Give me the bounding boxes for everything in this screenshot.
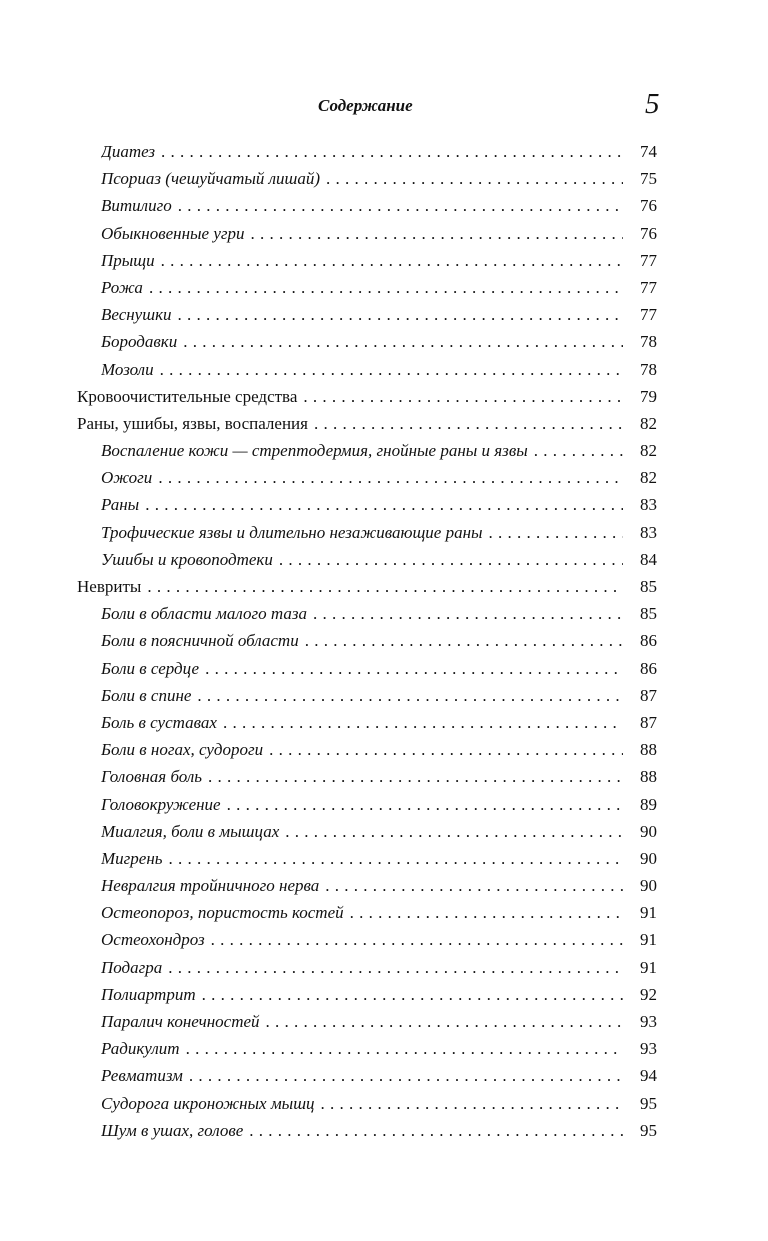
- toc-entry[interactable]: [101, 328, 657, 355]
- toc-entry[interactable]: [101, 872, 657, 899]
- toc-entry-title: Трофические язвы и длительно незаживающие раны: [101, 523, 489, 542]
- toc-entry-title: Раны, ушибы, язвы, воспаления: [77, 414, 314, 433]
- toc-entry[interactable]: [101, 274, 657, 301]
- toc-entry-page: 93: [627, 1008, 657, 1035]
- toc-entry[interactable]: [101, 627, 657, 654]
- dot-leader: [101, 138, 623, 165]
- toc-entry[interactable]: [101, 600, 657, 627]
- toc-entry-title: Боли в области малого таза: [101, 604, 313, 623]
- toc-entry[interactable]: [101, 220, 657, 247]
- toc-entry-page: 82: [627, 437, 657, 464]
- toc-entry[interactable]: [101, 1008, 657, 1035]
- toc-entry-page: 92: [627, 981, 657, 1008]
- dot-leader: [101, 709, 623, 736]
- toc-entry-page: 90: [627, 845, 657, 872]
- toc-entry-title: Мигрень: [101, 849, 169, 868]
- toc-entry-title: Головокружение: [101, 795, 227, 814]
- dot-leader: [101, 791, 623, 818]
- dot-leader: [101, 655, 623, 682]
- toc-entry[interactable]: [101, 954, 657, 981]
- toc-entry-title: Невриты: [77, 577, 147, 596]
- dot-leader: [101, 192, 623, 219]
- toc-entry[interactable]: [101, 437, 657, 464]
- toc-entry-title: Подагра: [101, 958, 168, 977]
- toc-entry-title: Радикулит: [101, 1039, 186, 1058]
- toc-entry-page: 83: [627, 519, 657, 546]
- toc-entry-page: 89: [627, 791, 657, 818]
- toc-entry-title: Бородавки: [101, 332, 183, 351]
- toc-entry-page: 88: [627, 736, 657, 763]
- toc-entry[interactable]: [101, 1062, 657, 1089]
- dot-leader: [101, 1035, 623, 1062]
- toc-entry-page: 84: [627, 546, 657, 573]
- toc-entry-title: Полиартрит: [101, 985, 202, 1004]
- dot-leader: [101, 546, 623, 573]
- toc-entry[interactable]: [101, 1117, 657, 1144]
- dot-leader: [101, 356, 623, 383]
- toc-entry[interactable]: [101, 763, 657, 790]
- toc-entry[interactable]: [101, 356, 657, 383]
- toc-entry-title: Шум в ушах, голове: [101, 1121, 249, 1140]
- toc-entry-title: Псориаз (чешуйчатый лишай): [101, 169, 326, 188]
- dot-leader: [101, 1090, 623, 1117]
- toc-entry-title: Рожа: [101, 278, 149, 297]
- dot-leader: [101, 220, 623, 247]
- toc-entry-page: 90: [627, 818, 657, 845]
- toc-entry-title: Ушибы и кровоподтеки: [101, 550, 279, 569]
- toc-entry-page: 94: [627, 1062, 657, 1089]
- toc-entry-title: Прыщи: [101, 251, 161, 270]
- running-header: [0, 88, 768, 122]
- dot-leader: [101, 736, 623, 763]
- toc-entry[interactable]: [101, 736, 657, 763]
- toc-entry[interactable]: [101, 464, 657, 491]
- toc-entry-page: 90: [627, 872, 657, 899]
- dot-leader: [101, 954, 623, 981]
- toc-entry-title: Боли в спине: [101, 686, 197, 705]
- toc-entry[interactable]: [101, 1090, 657, 1117]
- toc-entry[interactable]: [101, 791, 657, 818]
- toc-entry-page: 77: [627, 247, 657, 274]
- toc-entry-title: Раны: [101, 495, 145, 514]
- dot-leader: [101, 464, 623, 491]
- dot-leader: [77, 573, 623, 600]
- toc-entry[interactable]: [101, 165, 657, 192]
- toc-entry[interactable]: [77, 573, 657, 600]
- page-number: 5: [645, 88, 660, 120]
- toc-entry-page: 76: [627, 220, 657, 247]
- dot-leader: [101, 763, 623, 790]
- dot-leader: [101, 274, 623, 301]
- toc-entry[interactable]: [101, 709, 657, 736]
- toc-entry-title: Остеопороз, пористость костей: [101, 903, 350, 922]
- dot-leader: [101, 1117, 623, 1144]
- dot-leader: [101, 872, 623, 899]
- toc-entry-page: 82: [627, 464, 657, 491]
- toc-entry-title: Ревматизм: [101, 1066, 189, 1085]
- toc-entry[interactable]: [101, 301, 657, 328]
- toc-entry-page: 77: [627, 301, 657, 328]
- toc-entry[interactable]: [101, 546, 657, 573]
- page-title: Содержание: [318, 96, 413, 115]
- toc-entry-page: 95: [627, 1090, 657, 1117]
- toc-entry-title: Мозоли: [101, 360, 160, 379]
- dot-leader: [101, 247, 623, 274]
- toc-entry-page: 76: [627, 192, 657, 219]
- toc-entry-page: 78: [627, 328, 657, 355]
- dot-leader: [101, 165, 623, 192]
- toc-entry[interactable]: [77, 383, 657, 410]
- toc-entry-page: 91: [627, 926, 657, 953]
- toc-entry[interactable]: [101, 899, 657, 926]
- toc-entry[interactable]: [101, 519, 657, 546]
- toc-entry-title: Остеохондроз: [101, 930, 211, 949]
- toc-entry-page: 86: [627, 627, 657, 654]
- toc-entry-title: Головная боль: [101, 767, 208, 786]
- dot-leader: [101, 328, 623, 355]
- toc-entry-page: 82: [627, 410, 657, 437]
- table-of-contents: [77, 138, 657, 1144]
- dot-leader: [101, 926, 623, 953]
- toc-entry[interactable]: [101, 845, 657, 872]
- toc-entry[interactable]: [101, 818, 657, 845]
- toc-entry[interactable]: [101, 192, 657, 219]
- dot-leader: [101, 627, 623, 654]
- toc-entry-title: Воспаление кожи — стрептодермия, гнойные раны и язвы: [101, 441, 534, 460]
- toc-entry-page: 85: [627, 600, 657, 627]
- dot-leader: [101, 600, 623, 627]
- toc-entry[interactable]: [101, 491, 657, 518]
- dot-leader: [101, 437, 623, 464]
- dot-leader: [101, 1008, 623, 1035]
- toc-entry-page: 87: [627, 682, 657, 709]
- toc-entry-title: Боли в ногах, судороги: [101, 740, 269, 759]
- toc-entry-title: Боль в суставах: [101, 713, 223, 732]
- dot-leader: [101, 519, 623, 546]
- dot-leader: [101, 899, 623, 926]
- dot-leader: [101, 845, 623, 872]
- toc-entry-page: 79: [627, 383, 657, 410]
- toc-entry-page: 74: [627, 138, 657, 165]
- dot-leader: [101, 981, 623, 1008]
- toc-entry-title: Веснушки: [101, 305, 178, 324]
- toc-entry-page: 91: [627, 954, 657, 981]
- toc-entry-title: Диатез: [101, 142, 161, 161]
- toc-entry-page: 77: [627, 274, 657, 301]
- toc-entry-page: 95: [627, 1117, 657, 1144]
- toc-entry[interactable]: [101, 682, 657, 709]
- toc-entry-page: 78: [627, 356, 657, 383]
- toc-entry-title: Судорога икроножных мышц: [101, 1094, 321, 1113]
- toc-entry-page: 86: [627, 655, 657, 682]
- toc-entry-page: 87: [627, 709, 657, 736]
- toc-entry[interactable]: [101, 655, 657, 682]
- toc-entry-title: Паралич конечностей: [101, 1012, 266, 1031]
- dot-leader: [101, 301, 623, 328]
- toc-entry[interactable]: [77, 410, 657, 437]
- toc-entry[interactable]: [101, 138, 657, 165]
- toc-entry-title: Витилиго: [101, 196, 178, 215]
- toc-entry-page: 91: [627, 899, 657, 926]
- toc-entry[interactable]: [101, 926, 657, 953]
- toc-entry[interactable]: [101, 247, 657, 274]
- toc-entry-title: Боли в сердце: [101, 659, 205, 678]
- toc-entry-title: Ожоги: [101, 468, 158, 487]
- toc-entry-page: 85: [627, 573, 657, 600]
- toc-entry-title: Обыкновенные угри: [101, 224, 251, 243]
- toc-entry-page: 93: [627, 1035, 657, 1062]
- dot-leader: [101, 818, 623, 845]
- toc-entry-title: Кровоочистительные средства: [77, 387, 303, 406]
- dot-leader: [101, 1062, 623, 1089]
- dot-leader: [101, 682, 623, 709]
- toc-entry-title: Невралгия тройничного нерва: [101, 876, 325, 895]
- toc-entry-title: Боли в поясничной области: [101, 631, 305, 650]
- toc-entry-page: 83: [627, 491, 657, 518]
- toc-entry[interactable]: [101, 1035, 657, 1062]
- dot-leader: [101, 491, 623, 518]
- toc-entry-page: 75: [627, 165, 657, 192]
- toc-entry-title: Миалгия, боли в мышцах: [101, 822, 285, 841]
- dot-leader: [77, 383, 623, 410]
- toc-entry[interactable]: [101, 981, 657, 1008]
- toc-entry-page: 88: [627, 763, 657, 790]
- dot-leader: [77, 410, 623, 437]
